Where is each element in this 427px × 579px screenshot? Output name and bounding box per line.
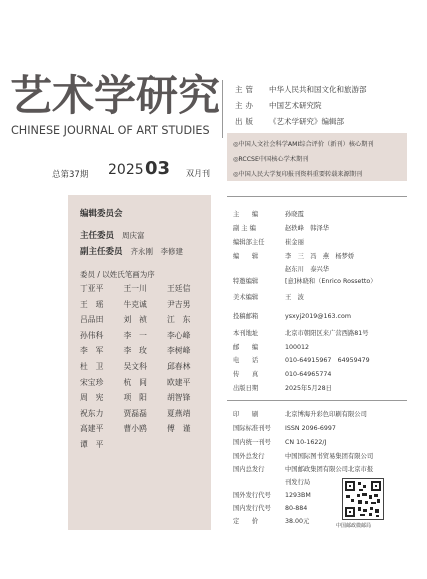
member-row xyxy=(80,377,205,393)
staff-row: 本刊地址 北京市朝阳区来广营西路81号 xyxy=(233,330,369,337)
divider xyxy=(227,400,407,401)
committee-vice-director: 副主任委员 齐永刚 李修建 xyxy=(80,247,184,257)
member-name: 杭 间 xyxy=(123,377,147,387)
issue-number: 03 xyxy=(145,158,171,179)
journal-title: 艺术学研究 xyxy=(10,71,221,120)
member-name: 夏燕靖 xyxy=(167,408,191,418)
index-item: ◎中国人文社会科学AMI综合评价（新刊）核心期刊 xyxy=(233,141,374,148)
member-name: 周 宪 xyxy=(80,393,104,403)
staff-row: 电 话 010-64915967 64959479 xyxy=(233,357,370,364)
staff-row: 特邀编辑 [意]林晓和（Enrico Rossetto） xyxy=(233,278,377,285)
member-row xyxy=(80,408,205,424)
publishing-row: 国内发行代号 80-884 xyxy=(233,505,308,512)
qr-caption: 中国邮政微邮局 xyxy=(336,523,372,529)
member-row xyxy=(80,345,205,361)
committee-title: 编辑委员会 xyxy=(80,209,123,219)
staff-row: 编 辑 李 三 冯 燕 杨梦娇 xyxy=(233,253,355,260)
publishing-row: 国外总发行 中国国际图书贸易集团有限公司 xyxy=(233,453,374,460)
publishing-row: 印 刷 北京博海升彩色印刷有限公司 xyxy=(233,411,367,418)
staff-row: 出版日期 2025年5月28日 xyxy=(233,385,332,392)
member-name: 吕品田 xyxy=(80,315,104,325)
member-name: 项 阳 xyxy=(123,393,147,403)
staff-row: 赵东川 泰兴华 xyxy=(285,266,330,273)
member-name xyxy=(124,439,162,455)
committee-director: 主任委员 周庆富 xyxy=(80,231,145,241)
index-item: ◎RCCSE中国核心学术期刊 xyxy=(233,156,309,163)
qr-code xyxy=(342,478,384,520)
member-name: 胡智锋 xyxy=(167,393,191,403)
staff-row: 传 真 010-64965774 xyxy=(233,371,332,378)
member-row xyxy=(80,330,205,346)
sponsor-row-publisher: 出版 《艺术学研究》编辑部 xyxy=(235,117,344,126)
issue-year: 2025 xyxy=(108,162,144,178)
staff-row: 主 编 孙晓霞 xyxy=(233,211,304,218)
issue-frequency: 双月刊 xyxy=(186,169,210,178)
publishing-row: 国内统一刊号 CN 10-1622/J xyxy=(233,439,327,446)
index-item: ◎中国人民大学复印报刊资料重要转载来源期刊 xyxy=(233,171,363,178)
member-name: 牛克诚 xyxy=(123,299,147,309)
journal-english-title: CHINESE JOURNAL OF ART STUDIES xyxy=(11,124,210,137)
issue-total-number: 总第37期 xyxy=(52,170,89,180)
member-row xyxy=(80,283,205,299)
sponsor-row-supervisor: 主管 中华人民共和国文化和旅游部 xyxy=(235,85,367,94)
member-row xyxy=(80,314,205,330)
member-row xyxy=(80,423,205,439)
staff-row: 副 主 编 赵轶峰 韩泽华 xyxy=(233,225,330,232)
member-name: 欧建平 xyxy=(167,377,191,387)
member-name: 邱春林 xyxy=(167,361,191,371)
member-name: 祝东力 xyxy=(80,408,104,418)
divider xyxy=(227,196,407,197)
member-name: 李 一 xyxy=(123,330,147,340)
staff-row: 邮 编 100012 xyxy=(233,344,310,351)
member-name: 李 玫 xyxy=(123,346,147,356)
publishing-row: 国际标准刊号 ISSN 2096-6997 xyxy=(233,425,336,432)
member-row xyxy=(80,299,205,315)
indexing-box xyxy=(227,133,407,181)
member-name: 尹吉男 xyxy=(167,299,191,309)
committee-member-grid xyxy=(80,283,205,455)
member-name: 杜 卫 xyxy=(80,361,104,371)
member-name: 刘 祯 xyxy=(123,315,147,325)
publishing-row: 国外发行代号 1293BM xyxy=(233,492,311,499)
member-name: 王 瑶 xyxy=(80,299,104,309)
masthead-divider xyxy=(222,80,223,138)
member-row xyxy=(80,439,205,455)
member-name: 高建平 xyxy=(80,424,104,434)
staff-row: 美术编辑 王 波 xyxy=(233,294,304,301)
member-name: 贾磊磊 xyxy=(123,408,147,418)
member-name: 江 东 xyxy=(167,315,191,325)
member-name: 李 军 xyxy=(80,346,104,356)
publishing-row: 刊发行局 xyxy=(285,479,311,486)
committee-members-heading: 委员 / 以姓氏笔画为序 xyxy=(80,270,155,279)
member-name: 孙伟科 xyxy=(80,330,104,340)
member-name: 曹小鸥 xyxy=(123,424,147,434)
member-name: 李树峰 xyxy=(167,346,191,356)
member-name: 王廷信 xyxy=(167,284,191,293)
publishing-row: 定 价 38.00元 xyxy=(233,518,310,525)
sponsor-row-host: 主办 中国艺术研究院 xyxy=(235,101,322,110)
member-name: 傅 谨 xyxy=(167,424,191,434)
member-name: 丁亚平 xyxy=(80,284,104,293)
publishing-row: 国内总发行 中国邮政集团有限公司北京市报 xyxy=(233,466,374,473)
member-row xyxy=(80,361,205,377)
member-name: 王一川 xyxy=(123,284,147,293)
member-name: 李心峰 xyxy=(167,330,191,340)
staff-row: 编辑部主任 崔金丽 xyxy=(233,239,304,246)
member-name: 宋宝珍 xyxy=(80,377,104,387)
member-row xyxy=(80,392,205,408)
member-name: 谭 平 xyxy=(80,439,104,449)
member-name: 吴文科 xyxy=(123,361,147,371)
member-name xyxy=(167,439,205,455)
staff-row: 投稿邮箱 ysxyj2019@163.com xyxy=(233,313,352,320)
